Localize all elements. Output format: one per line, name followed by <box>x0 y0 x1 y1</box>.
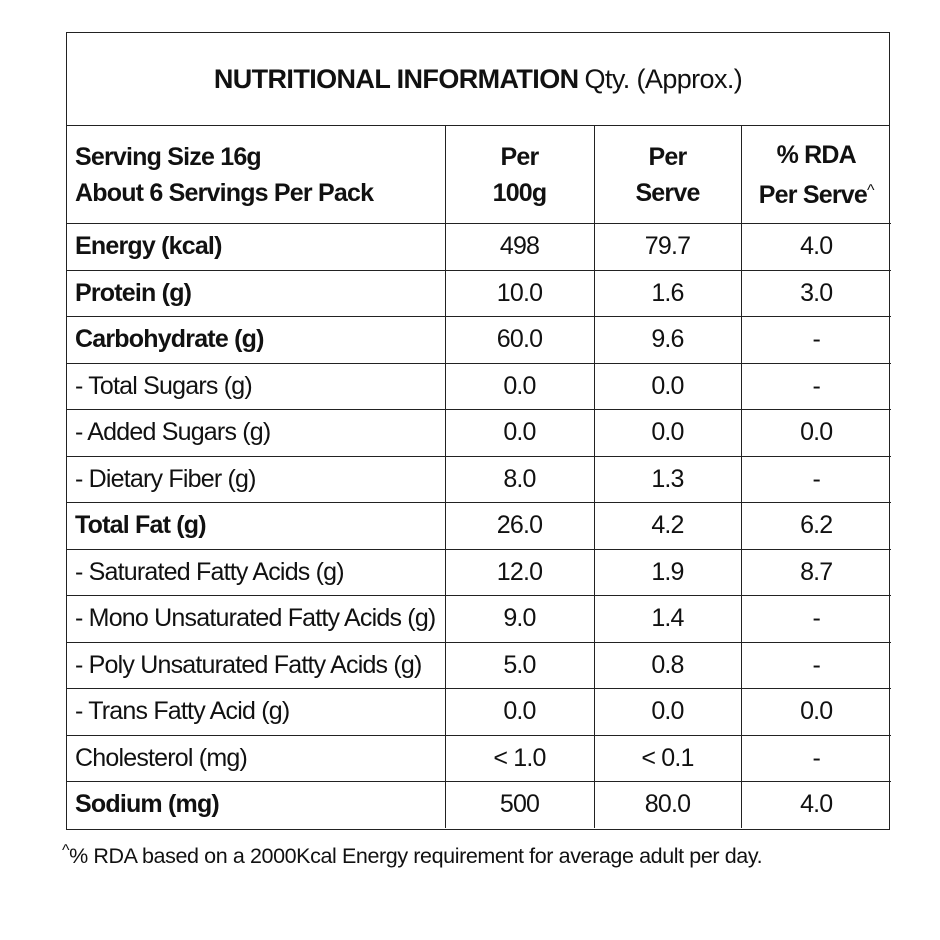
rda-value: 3.0 <box>741 270 891 317</box>
table-row <box>67 270 891 317</box>
per-100g-value: 12.0 <box>445 549 594 596</box>
per-serve-value: < 0.1 <box>594 735 741 782</box>
nutrient-label: Protein (g) <box>67 270 445 317</box>
per-100g-value: 0.0 <box>445 363 594 410</box>
rda-value: - <box>741 596 891 643</box>
header-rda-line1: % RDA <box>776 140 856 169</box>
table-row <box>67 549 891 596</box>
rda-value: 0.0 <box>741 689 891 736</box>
per-serve-value: 4.2 <box>594 503 741 550</box>
per-serve-value: 0.0 <box>594 363 741 410</box>
table-row <box>67 596 891 643</box>
per-100g-value: 0.0 <box>445 689 594 736</box>
nutrient-label: Total Fat (g) <box>67 503 445 550</box>
per-100g-value: 0.0 <box>445 410 594 457</box>
table-row <box>67 735 891 782</box>
nutrient-label: - Poly Unsaturated Fatty Acids (g) <box>67 642 445 689</box>
rda-value: 4.0 <box>741 782 891 828</box>
per-100g-value: 498 <box>445 224 594 271</box>
nutrient-label: Carbohydrate (g) <box>67 317 445 364</box>
rda-value: 6.2 <box>741 503 891 550</box>
table-row <box>67 410 891 457</box>
header-rda-caret: ^ <box>866 181 874 199</box>
table-body <box>67 126 891 828</box>
header-per-serve-line1: Per <box>648 142 687 171</box>
rda-value: - <box>741 456 891 503</box>
per-100g-value: 9.0 <box>445 596 594 643</box>
table-row <box>67 503 891 550</box>
per-serve-value: 0.0 <box>594 689 741 736</box>
per-serve-value: 1.3 <box>594 456 741 503</box>
rda-value: 0.0 <box>741 410 891 457</box>
per-serve-value: 79.7 <box>594 224 741 271</box>
per-serve-value: 9.6 <box>594 317 741 364</box>
per-serve-value: 0.8 <box>594 642 741 689</box>
per-100g-value: 500 <box>445 782 594 828</box>
table-row <box>67 363 891 410</box>
per-serve-value: 80.0 <box>594 782 741 828</box>
rda-value: - <box>741 642 891 689</box>
header-per-100g-line2: 100g <box>492 178 547 207</box>
servings-per-pack-label: About 6 Servings Per Pack <box>75 178 374 207</box>
footnote <box>62 842 762 869</box>
header-rda-line2 <box>742 173 892 213</box>
header-serving <box>67 126 445 224</box>
per-100g-value: < 1.0 <box>445 735 594 782</box>
per-100g-value: 26.0 <box>445 503 594 550</box>
nutrient-label: - Saturated Fatty Acids (g) <box>67 549 445 596</box>
nutrient-label: - Added Sugars (g) <box>67 410 445 457</box>
per-100g-value: 10.0 <box>445 270 594 317</box>
table-row <box>67 689 891 736</box>
nutrient-label: Energy (kcal) <box>67 224 445 271</box>
table-row <box>67 456 891 503</box>
title-bold: NUTRITIONAL INFORMATION <box>213 63 579 94</box>
header-rda <box>741 126 891 224</box>
rda-value: - <box>741 735 891 782</box>
nutrient-label: Cholesterol (mg) <box>67 735 445 782</box>
footnote-caret: ^ <box>62 842 70 859</box>
nutrient-label: - Dietary Fiber (g) <box>67 456 445 503</box>
rda-value: 8.7 <box>741 549 891 596</box>
rda-value: - <box>741 363 891 410</box>
table-row <box>67 642 891 689</box>
rda-value: 4.0 <box>741 224 891 271</box>
per-serve-value: 1.4 <box>594 596 741 643</box>
serving-size-label: Serving Size 16g <box>75 142 261 171</box>
nutrient-label: - Mono Unsaturated Fatty Acids (g) <box>67 596 445 643</box>
per-100g-value: 8.0 <box>445 456 594 503</box>
header-per-100g <box>445 126 594 224</box>
nutrition-table <box>67 126 891 828</box>
header-row <box>67 126 891 224</box>
nutrient-label: - Total Sugars (g) <box>67 363 445 410</box>
table-row <box>67 224 891 271</box>
per-100g-value: 5.0 <box>445 642 594 689</box>
nutrition-panel <box>66 32 890 830</box>
rda-value: - <box>741 317 891 364</box>
table-row <box>67 317 891 364</box>
table-row <box>67 782 891 828</box>
header-per-serve-line2: Serve <box>635 178 700 207</box>
header-per-serve <box>594 126 741 224</box>
per-serve-value: 1.6 <box>594 270 741 317</box>
per-serve-value: 0.0 <box>594 410 741 457</box>
per-serve-value: 1.9 <box>594 549 741 596</box>
header-rda-per-serve: Per Serve <box>758 180 867 209</box>
header-per-100g-line1: Per <box>500 142 539 171</box>
table-title <box>67 33 889 126</box>
footnote-text: % RDA based on a 2000Kcal Energy requirement for average adult per day. <box>69 844 763 868</box>
title-qty: Qty. (Approx.) <box>584 63 743 94</box>
nutrient-label: Sodium (mg) <box>67 782 445 828</box>
per-100g-value: 60.0 <box>445 317 594 364</box>
nutrient-label: - Trans Fatty Acid (g) <box>67 689 445 736</box>
